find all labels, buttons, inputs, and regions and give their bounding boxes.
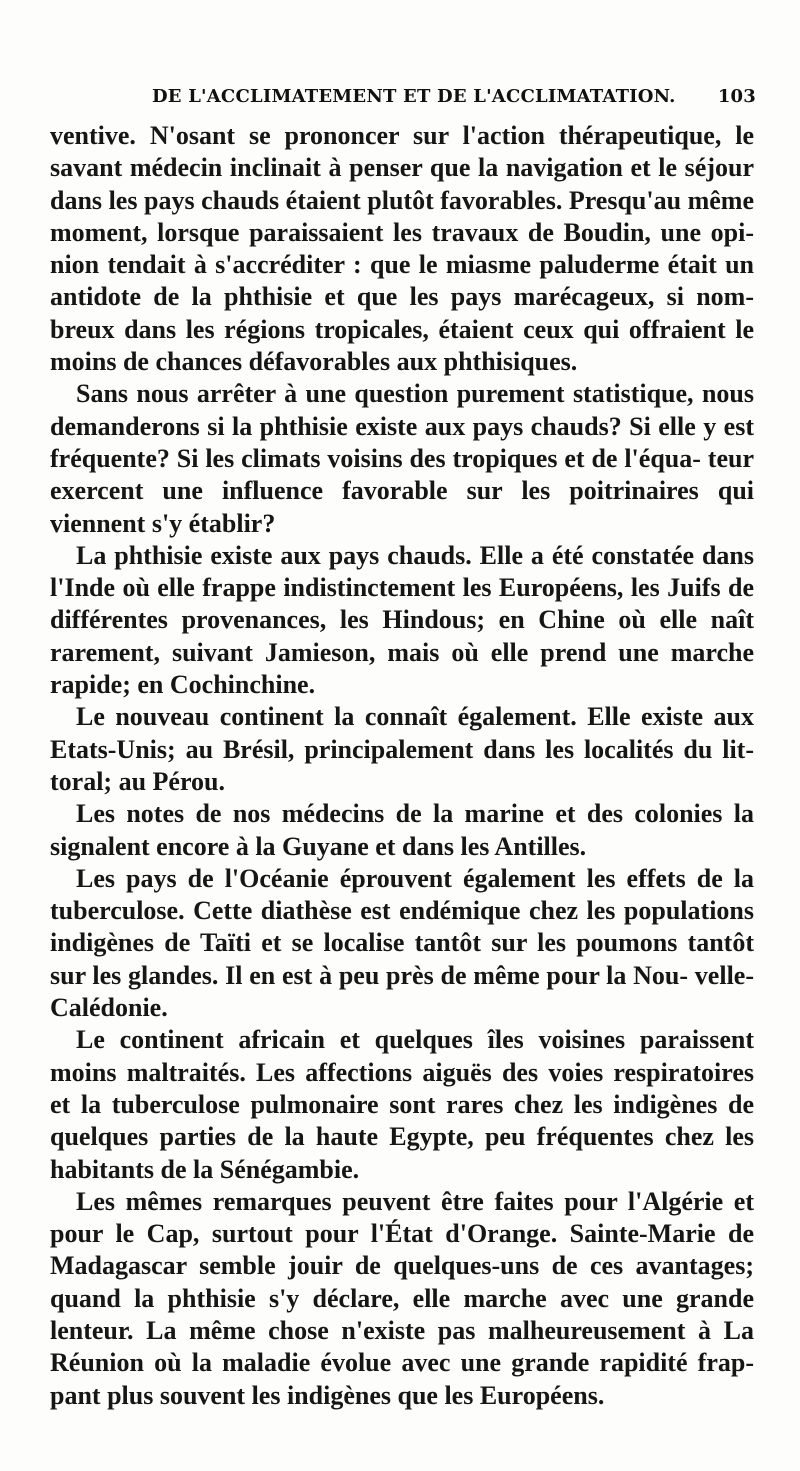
paragraph: ventive. N'osant se prononcer sur l'action thérapeutique, le savant médecin inclinait à penser que la navigation et le séjour dans les pays chauds étaient plutôt favorables. Presqu'au même moment, lorsque paraissaient les travaux de Boudin, une opi- nion tendait à s'accréditer : que le miasme paluderme était un antidote de la phthisie et que les pays marécageux, si nom- breux dans les régions tropicales, étaient ceux qui offraient le moins de chances défavorables aux phthisiques. [50, 121, 754, 377]
paragraph: La phthisie existe aux pays chauds. Elle a été constatée dans l'Inde où elle frappe indistinctement les Européens, les Juifs de différentes provenances, les Hindous; en Chine où elle naît rarement, suivant Jamieson, mais où elle prend une marche rapide; en Cochinchine. [50, 540, 754, 700]
paragraph: Les mêmes remarques peuvent être faites pour l'Algérie et pour le Cap, surtout pour l'État d'Orange. Sainte-Marie de Madagascar semble jouir de quelques-uns de ces avantages; quand la phthisie s'y déclare, elle marche avec une grande lenteur. La même chose n'existe pas malheureusement à La Réunion où la maladie évolue avec une grande rapidité frap- pant plus souvent les indigènes que les Européens. [50, 1186, 754, 1410]
paragraph: Les pays de l'Océanie éprouvent également les effets de la tuberculose. Cette diathèse est endémique chez les populations indigènes de Taïti et se localise tantôt sur les poumons tantôt sur les glandes. Il en est à peu près de même pour la Nou- velle-Calédonie. [50, 863, 754, 1023]
paragraph: Le continent africain et quelques îles voisines paraissent moins maltraités. Les affections aiguës des voies respiratoires et la tuberculose pulmonaire sont rares chez les indigènes de quelques parties de la haute Egypte, peu fréquentes chez les habitants de la Sénégambie. [50, 1025, 754, 1184]
paragraph: Sans nous arrêter à une question purement statistique, nous demanderons si la phthisie existe aux pays chauds? Si elle y est fréquente? Si les climats voisins des tropiques et de l'équa- teur exercent une influence favorable sur les poitrinaires qui viennent s'y établir? [50, 379, 754, 538]
paragraph: Les notes de nos médecins de la marine et des colonies la signalent encore à la Guyane et dans les Antilles. [50, 799, 754, 861]
paragraph: Le nouveau continent la connaît également. Elle existe aux Etats-Unis; au Brésil, principalement dans les localités du lit- toral; au Pérou. [50, 702, 754, 796]
running-title: DE L'ACCLIMATEMENT ET DE L'ACCLIMATATION. [152, 86, 676, 107]
body-text [50, 120, 754, 1412]
running-header [50, 86, 756, 116]
page-number: 103 [717, 86, 756, 107]
